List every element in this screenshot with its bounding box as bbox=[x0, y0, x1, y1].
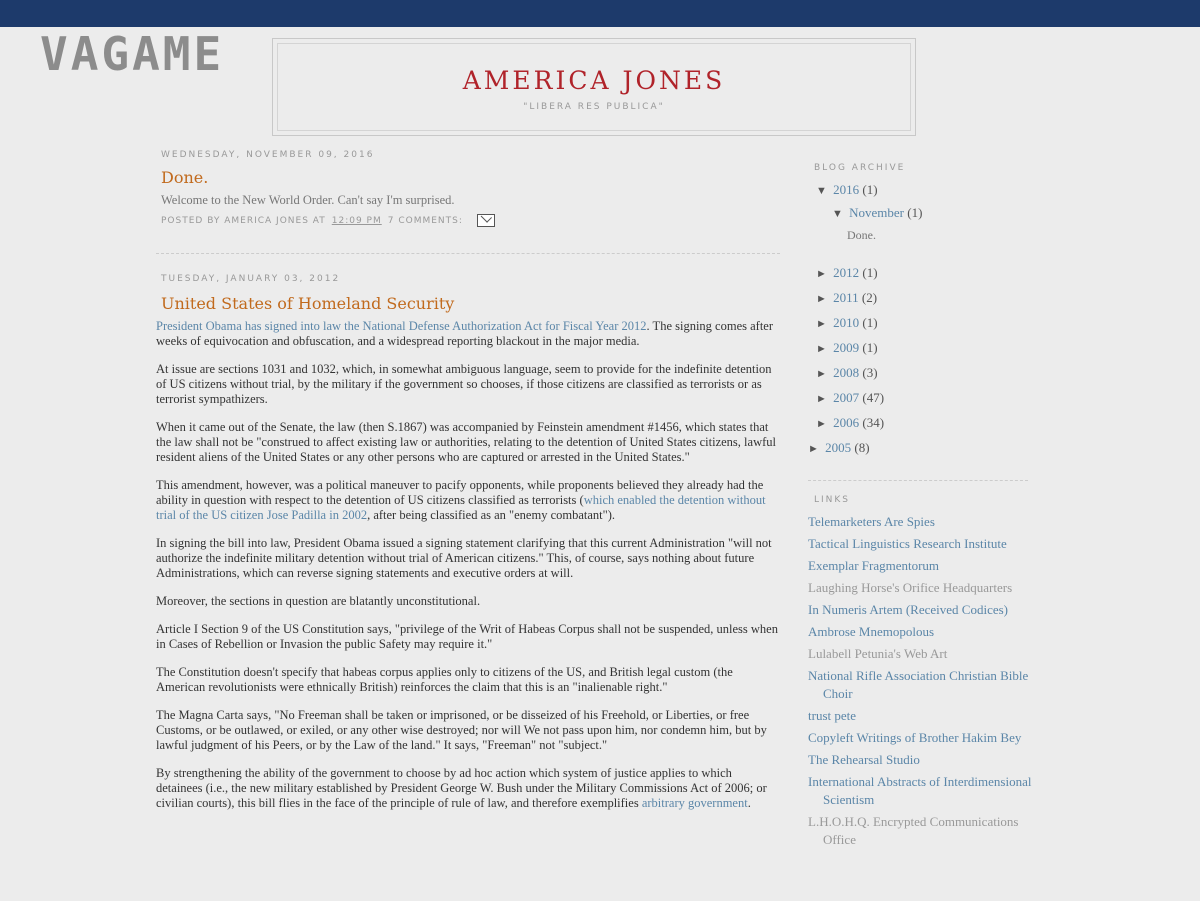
blog-title[interactable]: AMERICA JONES bbox=[462, 66, 726, 95]
archive-count: (1) bbox=[862, 340, 878, 355]
expand-toggle-icon[interactable]: ► bbox=[816, 318, 827, 330]
archive-link[interactable]: 2007 bbox=[833, 390, 860, 405]
archive-link[interactable]: November bbox=[849, 205, 905, 220]
sidebar-link[interactable]: Telemarketers Are Spies bbox=[808, 514, 935, 529]
date-header: TUESDAY, JANUARY 03, 2012 bbox=[161, 274, 341, 284]
blog-header bbox=[272, 38, 916, 136]
post-paragraph: Welcome to the New World Order. Can't say I'm surprised. bbox=[161, 193, 455, 207]
padilla-link[interactable]: which enabled the detention without trial of the US citizen Jose Padilla in 2002 bbox=[156, 493, 766, 522]
archive-item-2008[interactable] bbox=[816, 360, 1038, 385]
expand-toggle-icon[interactable]: ► bbox=[816, 268, 827, 280]
sidebar-link[interactable]: Copyleft Writings of Brother Hakim Bey bbox=[808, 730, 1022, 745]
archive-link[interactable]: 2016 bbox=[833, 182, 860, 197]
expand-toggle-icon[interactable]: ► bbox=[816, 343, 827, 355]
post-paragraph bbox=[156, 319, 780, 349]
archive-link[interactable]: 2012 bbox=[833, 265, 860, 280]
date-header: WEDNESDAY, NOVEMBER 09, 2016 bbox=[161, 150, 375, 160]
archive-item-2011[interactable] bbox=[816, 285, 1038, 310]
archive-link[interactable]: 2010 bbox=[833, 315, 860, 330]
expand-toggle-icon[interactable]: ► bbox=[816, 393, 827, 405]
expand-toggle-icon[interactable]: ▼ bbox=[832, 208, 843, 220]
archive-post-done[interactable] bbox=[847, 224, 1038, 246]
archive-link[interactable]: 2005 bbox=[825, 440, 852, 455]
sidebar-link[interactable]: Exemplar Fragmentorum bbox=[808, 558, 940, 573]
archive-count: (1) bbox=[862, 182, 878, 197]
post-paragraph: Moreover, the sections in question are blatantly unconstitutional. bbox=[156, 594, 481, 608]
post-body bbox=[156, 319, 780, 811]
archive-count: (8) bbox=[854, 440, 870, 455]
post-time-link[interactable]: 12:09 PM bbox=[331, 215, 382, 226]
main-column bbox=[156, 150, 780, 824]
post-paragraph: At issue are sections 1031 and 1032, which, in somewhat ambiguous language, seem to provide for the indefinite detention of US citizens without trial, by the military if the government so chooses, if those citizens are classified as terrorists or as terrorist sympathizers. bbox=[156, 362, 772, 406]
archive-link[interactable]: 2011 bbox=[833, 290, 859, 305]
comments-link[interactable]: 7 COMMENTS: bbox=[387, 215, 463, 226]
sidebar-link[interactable]: Tactical Linguistics Research Institute bbox=[808, 536, 1007, 551]
sidebar-link[interactable]: Laughing Horse's Orifice Headquarters bbox=[808, 580, 1013, 595]
post-paragraph: The Magna Carta says, "No Freeman shall be taken or imprisoned, or be disseized of his Freehold, or Liberties, or free Customs, or be outlawed, or exiled, or any other wise destroyed; nor will We not pass upon him, nor condemn him, but by lawful judgment of his Peers, or by the Law of the land." It says, "Freeman" not "subject." bbox=[156, 708, 767, 752]
post-title[interactable]: United States of Homeland Security bbox=[161, 294, 455, 313]
post-paragraph: When it came out of the Senate, the law (then S.1867) was accompanied by Feinstein amendment #1456, which states that the law shall not be "construed to affect existing law or authorities, relating to the detention of United States citizens, lawful resident aliens of the United States or any other persons who are captured or arrested in the United States." bbox=[156, 420, 776, 464]
sidebar-separator bbox=[808, 480, 1028, 481]
archive-item-2009[interactable] bbox=[816, 335, 1038, 360]
email-post-icon[interactable] bbox=[477, 214, 495, 227]
archive-link[interactable]: 2006 bbox=[833, 415, 860, 430]
archive-heading: BLOG ARCHIVE bbox=[814, 163, 906, 173]
expand-toggle-icon[interactable]: ► bbox=[808, 443, 819, 455]
sidebar-link[interactable]: National Rifle Association Christian Bible Choir bbox=[808, 668, 1029, 701]
post bbox=[156, 150, 780, 227]
archive-count: (1) bbox=[862, 315, 878, 330]
links-list bbox=[808, 513, 1038, 849]
blog-description: "LIBERA RES PUBLICA" bbox=[523, 102, 665, 112]
archive-count: (3) bbox=[862, 365, 878, 380]
archive-link[interactable]: 2008 bbox=[833, 365, 860, 380]
paragraph-text: By strengthening the ability of the government to choose by ad hoc action which system of justice applies to which detainees (i.e., the new military established by President George W. Bush under the Military Commissions Act of 2006; or civilian courts), this bill flies in the face of the principle of rule of law, and therefore exemplifies bbox=[156, 766, 767, 810]
links-heading: LINKS bbox=[814, 495, 851, 505]
archive-count: (1) bbox=[862, 265, 878, 280]
post-title[interactable]: Done. bbox=[161, 168, 209, 187]
archive-item-2007[interactable] bbox=[816, 385, 1038, 410]
posted-by: POSTED BY AMERICA JONES AT bbox=[161, 215, 326, 226]
post-body bbox=[161, 193, 780, 208]
post bbox=[156, 274, 780, 811]
arbitrary-government-link[interactable]: arbitrary government bbox=[641, 796, 748, 810]
blog-archive bbox=[808, 177, 1038, 460]
paragraph-text: , after being classified as an "enemy combatant"). bbox=[367, 508, 616, 522]
top-navbar bbox=[0, 0, 1200, 27]
blog-header-inner bbox=[277, 43, 911, 131]
sidebar-link[interactable]: trust pete bbox=[808, 708, 857, 723]
archive-count: (47) bbox=[862, 390, 885, 405]
sidebar-link[interactable]: The Rehearsal Studio bbox=[808, 752, 920, 767]
archive-item-november[interactable] bbox=[832, 202, 1038, 224]
paragraph-text: This amendment, however, was a political maneuver to pacify opponents, while proponents believed they already had the ability in question with respect to the detention of US citizens classified as terrorists ( bbox=[156, 478, 764, 507]
post-paragraph bbox=[156, 478, 780, 523]
archive-count: (34) bbox=[862, 415, 885, 430]
expand-toggle-icon[interactable]: ▼ bbox=[816, 185, 827, 197]
archive-count: (1) bbox=[907, 205, 923, 220]
post-paragraph: Article I Section 9 of the US Constitution says, "privilege of the Writ of Habeas Corpus shall not be suspended, unless when in Cases of Rebellion or Invasion the public Safety may require it." bbox=[156, 622, 778, 651]
post-paragraph bbox=[156, 766, 780, 811]
sidebar-link[interactable]: Ambrose Mnemopolous bbox=[808, 624, 935, 639]
post-paragraph: In signing the bill into law, President Obama issued a signing statement clarifying that this current Administration "will not authorize the indefinite military detention without trial of American citizens." This, of course, says nothing about future Administrations, which can reverse signing statements and executive orders at will. bbox=[156, 536, 772, 580]
post-footer bbox=[161, 214, 780, 227]
archive-item-2016[interactable] bbox=[816, 177, 1038, 202]
archive-item-2012[interactable] bbox=[816, 260, 1038, 285]
post-separator bbox=[156, 253, 780, 254]
archive-link[interactable]: 2009 bbox=[833, 340, 860, 355]
paragraph-text: . bbox=[747, 796, 751, 810]
sidebar-link[interactable]: International Abstracts of Interdimensional Scientism bbox=[808, 774, 1032, 807]
archive-post-link[interactable]: Done. bbox=[847, 228, 876, 242]
sidebar-link[interactable]: L.H.O.H.Q. Encrypted Communications Office bbox=[808, 814, 1019, 847]
archive-item-2006[interactable] bbox=[816, 410, 1038, 435]
archive-item-2010[interactable] bbox=[816, 310, 1038, 335]
expand-toggle-icon[interactable]: ► bbox=[816, 368, 827, 380]
sidebar-link[interactable]: Lulabell Petunia's Web Art bbox=[808, 646, 948, 661]
post-paragraph: The Constitution doesn't specify that habeas corpus applies only to citizens of the US, and British legal custom (the American revolutionists were ethnically British) reinforces the claim that this is an "inalienable right." bbox=[156, 665, 733, 694]
archive-count: (2) bbox=[861, 290, 878, 305]
ndaa-link[interactable]: President Obama has signed into law the National Defense Authorization Act for Fiscal Year 2012 bbox=[156, 319, 647, 333]
archive-item-2005[interactable] bbox=[808, 435, 1038, 460]
sidebar bbox=[808, 163, 1038, 853]
sidebar-link[interactable]: In Numeris Artem (Received Codices) bbox=[808, 602, 1008, 617]
watermark-logo: VAGAME bbox=[40, 27, 225, 81]
expand-toggle-icon[interactable]: ► bbox=[816, 293, 827, 305]
paragraph-text: . The signing comes after weeks of equivocation and obfuscation, and a widespread reporting blackout in the major media. bbox=[156, 319, 774, 348]
expand-toggle-icon[interactable]: ► bbox=[816, 418, 827, 430]
